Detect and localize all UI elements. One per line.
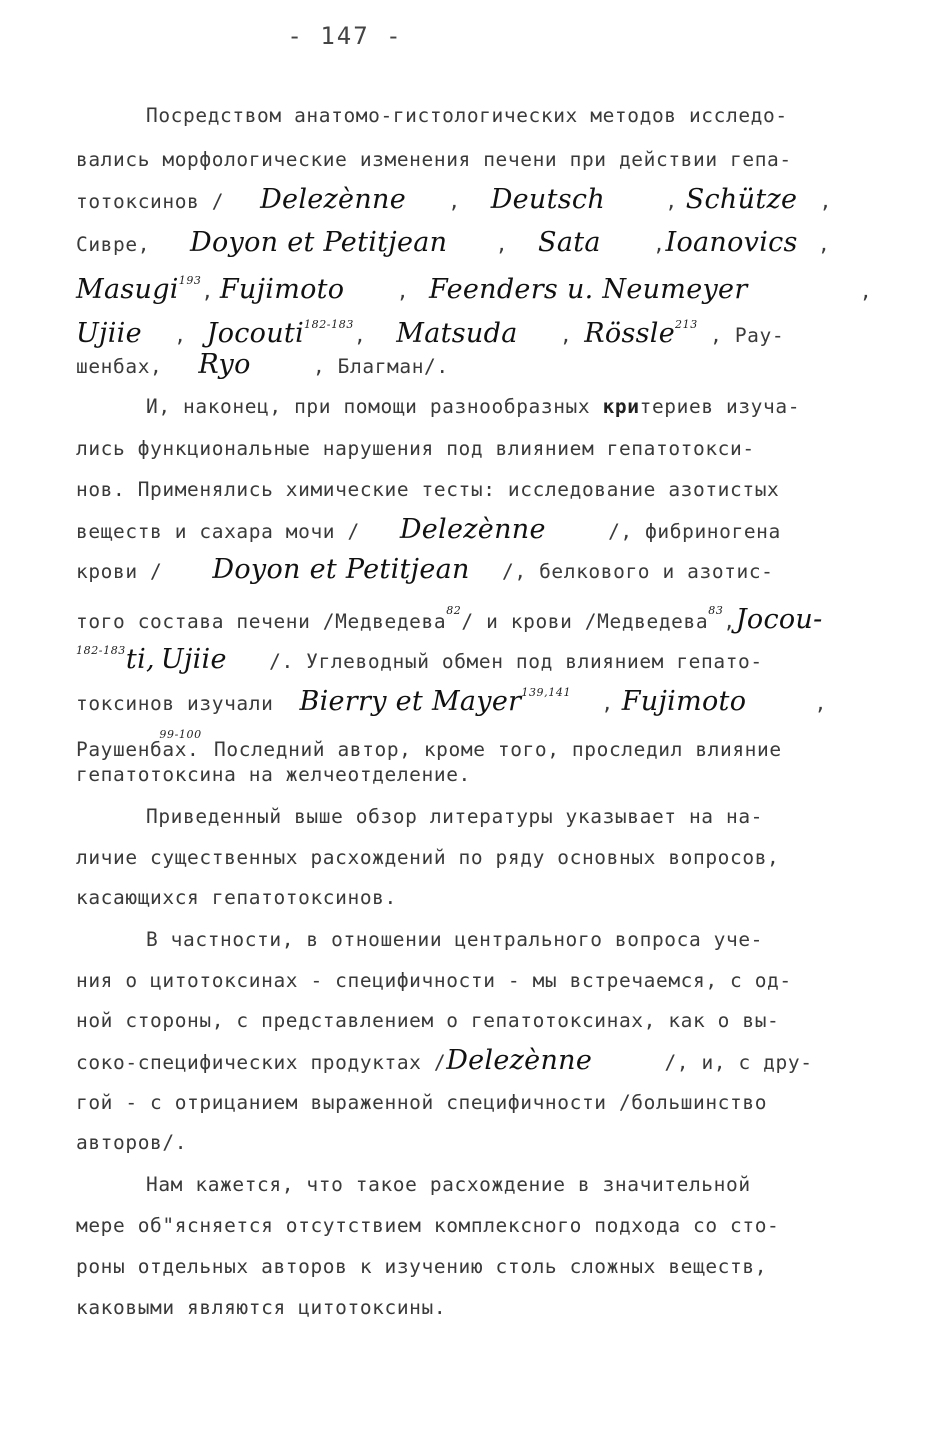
handwritten-author: ti, (125, 644, 155, 675)
handwritten-author: Ujiie (76, 318, 142, 349)
text-fragment: Сивре, (76, 233, 151, 256)
text-fragment: , Благман/. (300, 355, 449, 378)
text-line: мере об"ясняется отсутствием комплексного подхода со сто- (76, 1214, 780, 1237)
text-fragment: , (640, 233, 666, 256)
text-line: вались морфологические изменения печени при действии гепа- (76, 148, 792, 171)
text-fragment: кри (602, 395, 640, 418)
handwritten-author: Fujimoto (621, 686, 747, 717)
text-line (76, 515, 781, 549)
text-line: каковыми являются цитотоксины. (76, 1296, 447, 1319)
text-line (76, 636, 763, 675)
text-line (76, 185, 832, 219)
handwritten-author: Feenders u. Neumeyer (429, 274, 748, 305)
text-line (76, 596, 823, 635)
text-line: касающихся гепатотоксинов. (76, 886, 397, 909)
text-line: В частности, в отношении центрального вопроса уче- (146, 928, 763, 951)
text-fragment: Раушенбах. (76, 738, 200, 761)
text-fragment: , (353, 324, 367, 347)
handwritten-author: Sata (538, 227, 601, 258)
text-line: ной стороны, с представлением о гепатотоксинах, как о вы- (76, 1009, 780, 1032)
text-fragment: /, и, с дру- (652, 1051, 813, 1074)
reference-number: 83 (708, 604, 724, 617)
text-fragment: , (723, 610, 736, 633)
text-fragment: , (802, 692, 827, 715)
text-fragment: , (384, 280, 410, 303)
reference-number: 139,141 (521, 686, 572, 699)
text-fragment: И, наконец, при помощи разнообразных (146, 395, 603, 418)
reference-number: 213 (675, 318, 698, 331)
reference-number: 99-100 (159, 728, 202, 741)
handwritten-author: Schütze (685, 184, 798, 215)
reference-number: 82 (446, 604, 462, 617)
text-fragment: , Рау- (697, 324, 785, 347)
text-line: лись функциональные нарушения под влиянием гепатотокси- (76, 437, 755, 460)
text-line: гой - с отрицанием выраженной специфичности /большинство (76, 1091, 768, 1114)
handwritten-author: Ioanovics (665, 227, 798, 258)
text-fragment: тотоксинов / (76, 190, 225, 213)
text-line: роны отдельных авторов к изучению столь сложных веществ, (76, 1255, 768, 1278)
handwritten-author: Rössle (584, 318, 676, 349)
page-number: - 147 - (287, 22, 403, 50)
text-line: ния о цитотоксинах - специфичности - мы встречаемся, с од- (76, 969, 792, 992)
text-fragment: , (653, 190, 678, 213)
text-fragment: шенбах, (76, 355, 163, 378)
text-fragment: , (805, 233, 831, 256)
text-line: авторов/. (76, 1131, 188, 1154)
text-fragment: веществ и сахара мочи / (76, 520, 360, 543)
text-line (76, 228, 830, 262)
text-fragment: /. Углеводный обмен под влиянием гепато- (256, 650, 763, 673)
reference-number: 182-183 (76, 644, 126, 657)
text-fragment: , (483, 233, 509, 256)
text-line: Посредством анатомо-гистологических методов исследо- (146, 104, 788, 127)
reference-number: 182-183 (304, 318, 354, 331)
text-fragment: Последний автор, кроме того, проследил влияние (201, 738, 782, 761)
handwritten-author: Doyon et Petitjean (212, 554, 470, 585)
text-line (76, 310, 785, 349)
text-fragment: , (807, 190, 832, 213)
handwritten-author: Bierry et Mayer (299, 686, 522, 717)
handwritten-author: Masugi (76, 274, 179, 305)
handwritten-author: Ujiie (160, 644, 227, 675)
handwritten-author: Fujimoto (219, 274, 345, 305)
handwritten-author: Doyon et Petitjean (190, 227, 448, 258)
text-line: гепатотоксина на желчеотделение. (76, 763, 471, 786)
reference-number: 193 (178, 274, 202, 287)
text-fragment: , (589, 692, 614, 715)
text-line (146, 392, 800, 426)
text-line: Нам кажется, что такое расхождение в значительной (146, 1173, 751, 1196)
text-fragment: того состава печени /Медведева (76, 610, 447, 633)
text-fragment: /, фибриногена (595, 520, 781, 543)
handwritten-author: Jocou- (735, 604, 823, 635)
text-line: нов. Применялись химические тесты: исследование азотистых (76, 478, 780, 501)
text-fragment: /, белкового и азотис- (489, 560, 774, 583)
handwritten-author: Delezènne (260, 184, 406, 215)
text-line (76, 720, 782, 761)
text-fragment: токсинов изучали (76, 692, 274, 715)
text-fragment: / и крови /Медведева (461, 610, 709, 633)
text-fragment: , (201, 280, 214, 303)
handwritten-author: Matsuda (396, 318, 518, 349)
handwritten-author: Deutsch (490, 184, 606, 215)
text-line (76, 678, 827, 717)
handwritten-author: Jocouti (206, 318, 305, 349)
text-fragment: , (847, 280, 873, 303)
text-fragment: , (547, 324, 573, 347)
text-fragment: соко-специфических продуктах / (76, 1051, 447, 1074)
text-line (76, 350, 449, 384)
handwritten-author: Ryo (198, 349, 251, 380)
text-line (76, 555, 774, 589)
text-line (76, 1046, 813, 1080)
text-fragment: териев изуча- (639, 395, 801, 418)
handwritten-author: Delezènne (446, 1045, 593, 1076)
text-fragment: , (161, 324, 187, 347)
handwritten-author: Delezènne (399, 514, 546, 545)
text-line: Приведенный выше обзор литературы указывает на на- (146, 805, 763, 828)
text-fragment: , (436, 190, 461, 213)
text-fragment: крови / (76, 560, 163, 583)
text-line: личие существенных расхождений по ряду основных вопросов, (76, 846, 780, 869)
text-line (76, 266, 873, 305)
